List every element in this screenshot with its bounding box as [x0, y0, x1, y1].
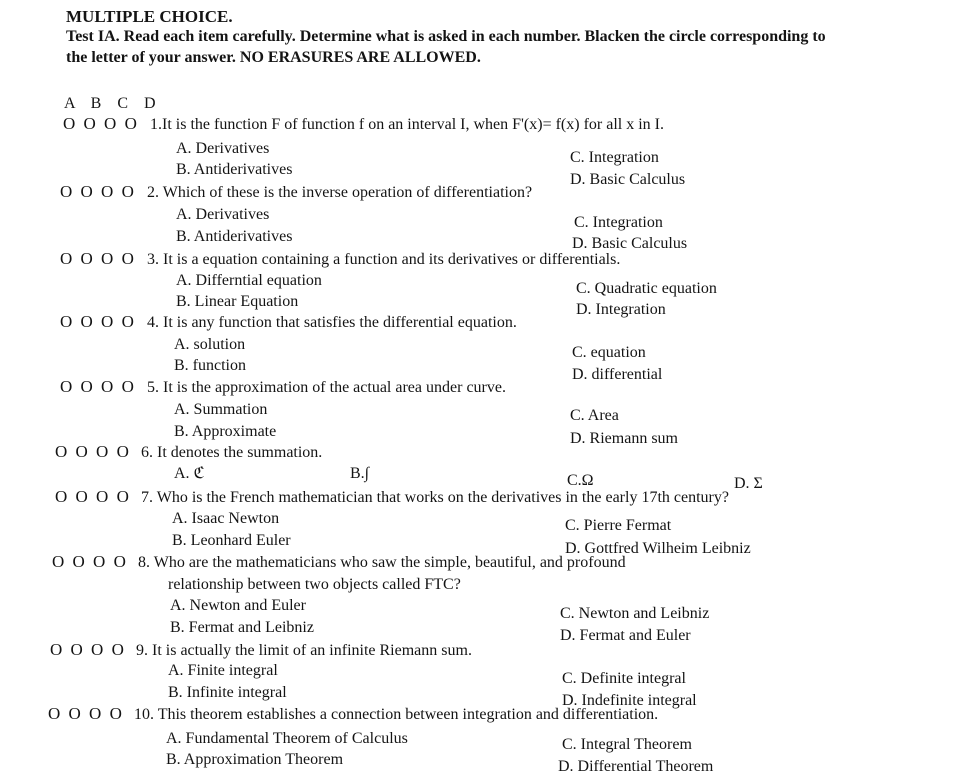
answer-bubbles-q3[interactable]: O O O O: [60, 249, 136, 268]
q4-option-c: C. equation: [572, 344, 646, 361]
question-4: 4. It is any function that satisfies the differential equation.: [147, 314, 517, 331]
q9-option-d: D. Indefinite integral: [562, 692, 697, 709]
answer-bubbles-q7[interactable]: O O O O: [55, 487, 131, 506]
question-8-line-2: relationship between two objects called FTC?: [168, 576, 461, 593]
q7-option-d: D. Gottfred Wilheim Leibniz: [565, 540, 751, 557]
q3-option-b: B. Linear Equation: [176, 293, 299, 310]
q2-option-c: C. Integration: [574, 214, 663, 231]
question-2: 2. Which of these is the inverse operation of differentiation?: [147, 184, 533, 201]
question-7: 7. Who is the French mathematician that works on the derivatives in the early 17th century?: [141, 489, 729, 506]
q8-option-b: B. Fermat and Leibniz: [170, 619, 314, 636]
q1-option-a: A. Derivatives: [176, 140, 270, 157]
q5-option-d: D. Riemann sum: [570, 430, 678, 447]
question-10: 10. This theorem establishes a connection between integration and differentiation.: [134, 706, 659, 723]
question-1: 1.It is the function F of function f on an interval I, when F'(x)= f(x) for all x in I.: [150, 116, 665, 133]
q8-option-a: A. Newton and Euler: [170, 597, 306, 614]
q4-option-a: A. solution: [174, 336, 246, 353]
q10-option-c: C. Integral Theorem: [562, 736, 692, 753]
q1-option-c: C. Integration: [570, 149, 659, 166]
q5-option-c: C. Area: [570, 407, 619, 424]
answer-bubbles-q1[interactable]: O O O O: [63, 114, 139, 133]
q2-option-b: B. Antiderivatives: [176, 228, 293, 245]
q9-option-a: A. Finite integral: [168, 662, 278, 679]
question-3: 3. It is a equation containing a function and its derivatives or differentials.: [147, 251, 621, 268]
answer-bubbles-q6[interactable]: O O O O: [55, 442, 131, 461]
q10-option-b: B. Approximation Theorem: [166, 751, 344, 768]
q5-option-a: A. Summation: [174, 401, 268, 418]
question-6: 6. It denotes the summation.: [141, 444, 323, 461]
q2-option-a: A. Derivatives: [176, 206, 270, 223]
instructions-line-1: Test IA. Read each item carefully. Determine what is asked in each number. Blacken the circle corresponding to: [66, 28, 826, 45]
q8-option-c: C. Newton and Leibniz: [560, 605, 710, 622]
q7-option-c: C. Pierre Fermat: [565, 517, 672, 534]
q8-option-d: D. Fermat and Euler: [560, 627, 691, 644]
q3-option-d: D. Integration: [576, 301, 666, 318]
q1-option-d: D. Basic Calculus: [570, 171, 686, 188]
answer-bubbles-q4[interactable]: O O O O: [60, 312, 136, 331]
q6-option-d: D. Σ: [734, 475, 763, 492]
q7-option-a: A. Isaac Newton: [172, 510, 280, 527]
q7-option-b: B. Leonhard Euler: [172, 532, 291, 549]
q6-option-c: C.Ω: [567, 472, 594, 489]
q10-option-d: D. Differential Theorem: [558, 758, 714, 775]
q3-option-a: A. Differntial equation: [176, 272, 322, 289]
q4-option-d: D. differential: [572, 366, 663, 383]
q3-option-c: C. Quadratic equation: [576, 280, 717, 297]
q2-option-d: D. Basic Calculus: [572, 235, 688, 252]
question-9: 9. It is actually the limit of an infinite Riemann sum.: [136, 642, 472, 659]
question-5: 5. It is the approximation of the actual area under curve.: [147, 379, 506, 396]
q6-option-a: A. ℭ: [174, 465, 205, 482]
answer-bubbles-q9[interactable]: O O O O: [50, 640, 126, 659]
q6-option-b: B.∫: [350, 465, 370, 482]
instructions-line-2: the letter of your answer. NO ERASURES ARE ALLOWED.: [66, 49, 481, 66]
answer-bubbles-q8[interactable]: O O O O: [52, 552, 128, 571]
q10-option-a: A. Fundamental Theorem of Calculus: [166, 730, 408, 747]
answer-bubbles-q10[interactable]: O O O O: [48, 704, 124, 723]
q5-option-b: B. Approximate: [174, 423, 277, 440]
q9-option-b: B. Infinite integral: [168, 684, 287, 701]
q4-option-b: B. function: [174, 357, 246, 374]
answer-bubbles-q2[interactable]: O O O O: [60, 182, 136, 201]
question-8: 8. Who are the mathematicians who saw the simple, beautiful, and profound: [138, 554, 626, 571]
answer-letter-header: A B C D: [64, 95, 162, 112]
page-title: MULTIPLE CHOICE.: [66, 7, 233, 26]
q9-option-c: C. Definite integral: [562, 670, 686, 687]
q1-option-b: B. Antiderivatives: [176, 161, 293, 178]
answer-bubbles-q5[interactable]: O O O O: [60, 377, 136, 396]
